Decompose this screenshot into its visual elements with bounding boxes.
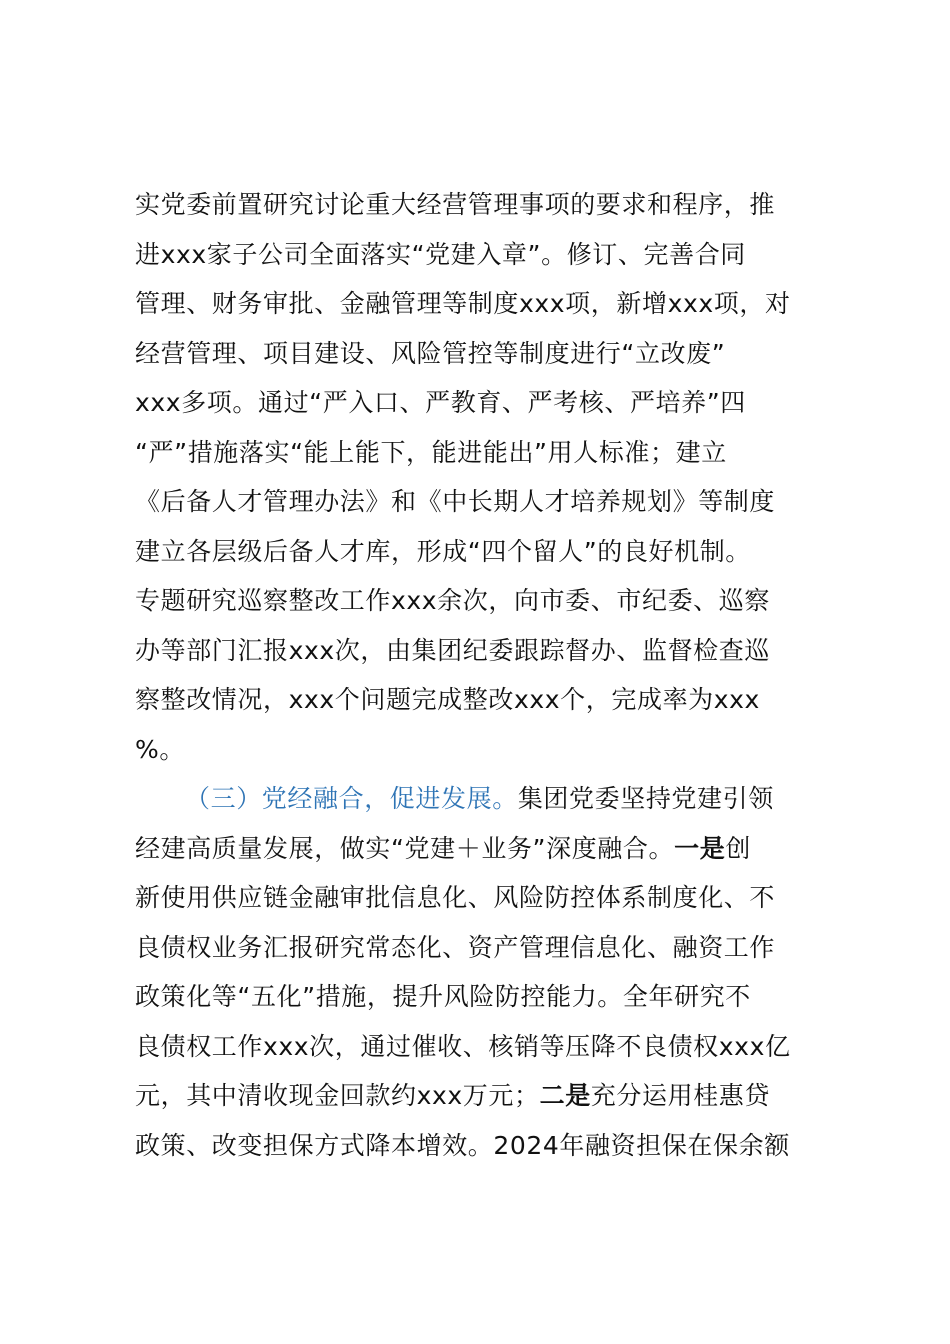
text-line: %。 bbox=[135, 734, 185, 764]
text-line: 进xxx家子公司全面落实“党建入章”。修订、完善合同 bbox=[135, 239, 746, 269]
section-heading: （三）党经融合，促进发展。 bbox=[185, 784, 518, 813]
text-run: 充分运用桂惠贷 bbox=[590, 1081, 770, 1110]
bold-marker: 一是 bbox=[674, 833, 726, 863]
text-line: xxx多项。通过“严入口、严教育、严考核、严培养”四 bbox=[135, 388, 746, 417]
text-run: 创 bbox=[725, 833, 751, 863]
text-line: 办等部门汇报xxx次，由集团纪委跟踪督办、监督检查巡 bbox=[135, 635, 770, 665]
text-line: 《后备人才管理办法》和《中长期人才培养规划》等制度 bbox=[135, 487, 776, 516]
section-heading-line bbox=[135, 774, 850, 824]
text-line: “严”措施落实“能上能下，能进能出”用人标准；建立 bbox=[135, 437, 727, 467]
text-run: 集团党委坚持党建引领 bbox=[517, 784, 774, 813]
text-run: 元，其中清收现金回款约xxx万元； bbox=[135, 1081, 540, 1110]
text-line: 实党委前置研究讨论重大经营管理事项的要求和程序，推 bbox=[135, 190, 776, 219]
text-line: 专题研究巡察整改工作xxx余次，向市委、市纪委、巡察 bbox=[135, 586, 770, 615]
text-line: 良债权工作xxx次，通过催收、核销等压降不良债权xxx亿 bbox=[135, 1031, 791, 1061]
text-line: 新使用供应链金融审批信息化、风险防控体系制度化、不 bbox=[135, 883, 776, 912]
text-line bbox=[135, 1071, 850, 1121]
bold-marker: 二是 bbox=[539, 1081, 591, 1110]
text-line: 察整改情况，xxx个问题完成整改xxx个，完成率为xxx bbox=[135, 685, 760, 714]
text-line bbox=[135, 824, 850, 874]
text-line: 政策、改变担保方式降本增效。2024年融资担保在保余额 bbox=[135, 1130, 790, 1160]
text-line: 经营管理、项目建设、风险管控等制度进行“立改废” bbox=[135, 338, 726, 368]
text-run: 经建高质量发展，做实“党建＋业务”深度融合。 bbox=[135, 833, 675, 863]
body-text bbox=[135, 180, 850, 1170]
text-line: 良债权业务汇报研究常态化、资产管理信息化、融资工作 bbox=[135, 932, 776, 962]
text-line: 管理、财务审批、金融管理等制度xxx项，新增xxx项，对 bbox=[135, 289, 791, 318]
text-line: 政策化等“五化”措施，提升风险防控能力。全年研究不 bbox=[135, 982, 751, 1011]
text-line: 建立各层级后备人才库，形成“四个留人”的良好机制。 bbox=[135, 536, 751, 566]
